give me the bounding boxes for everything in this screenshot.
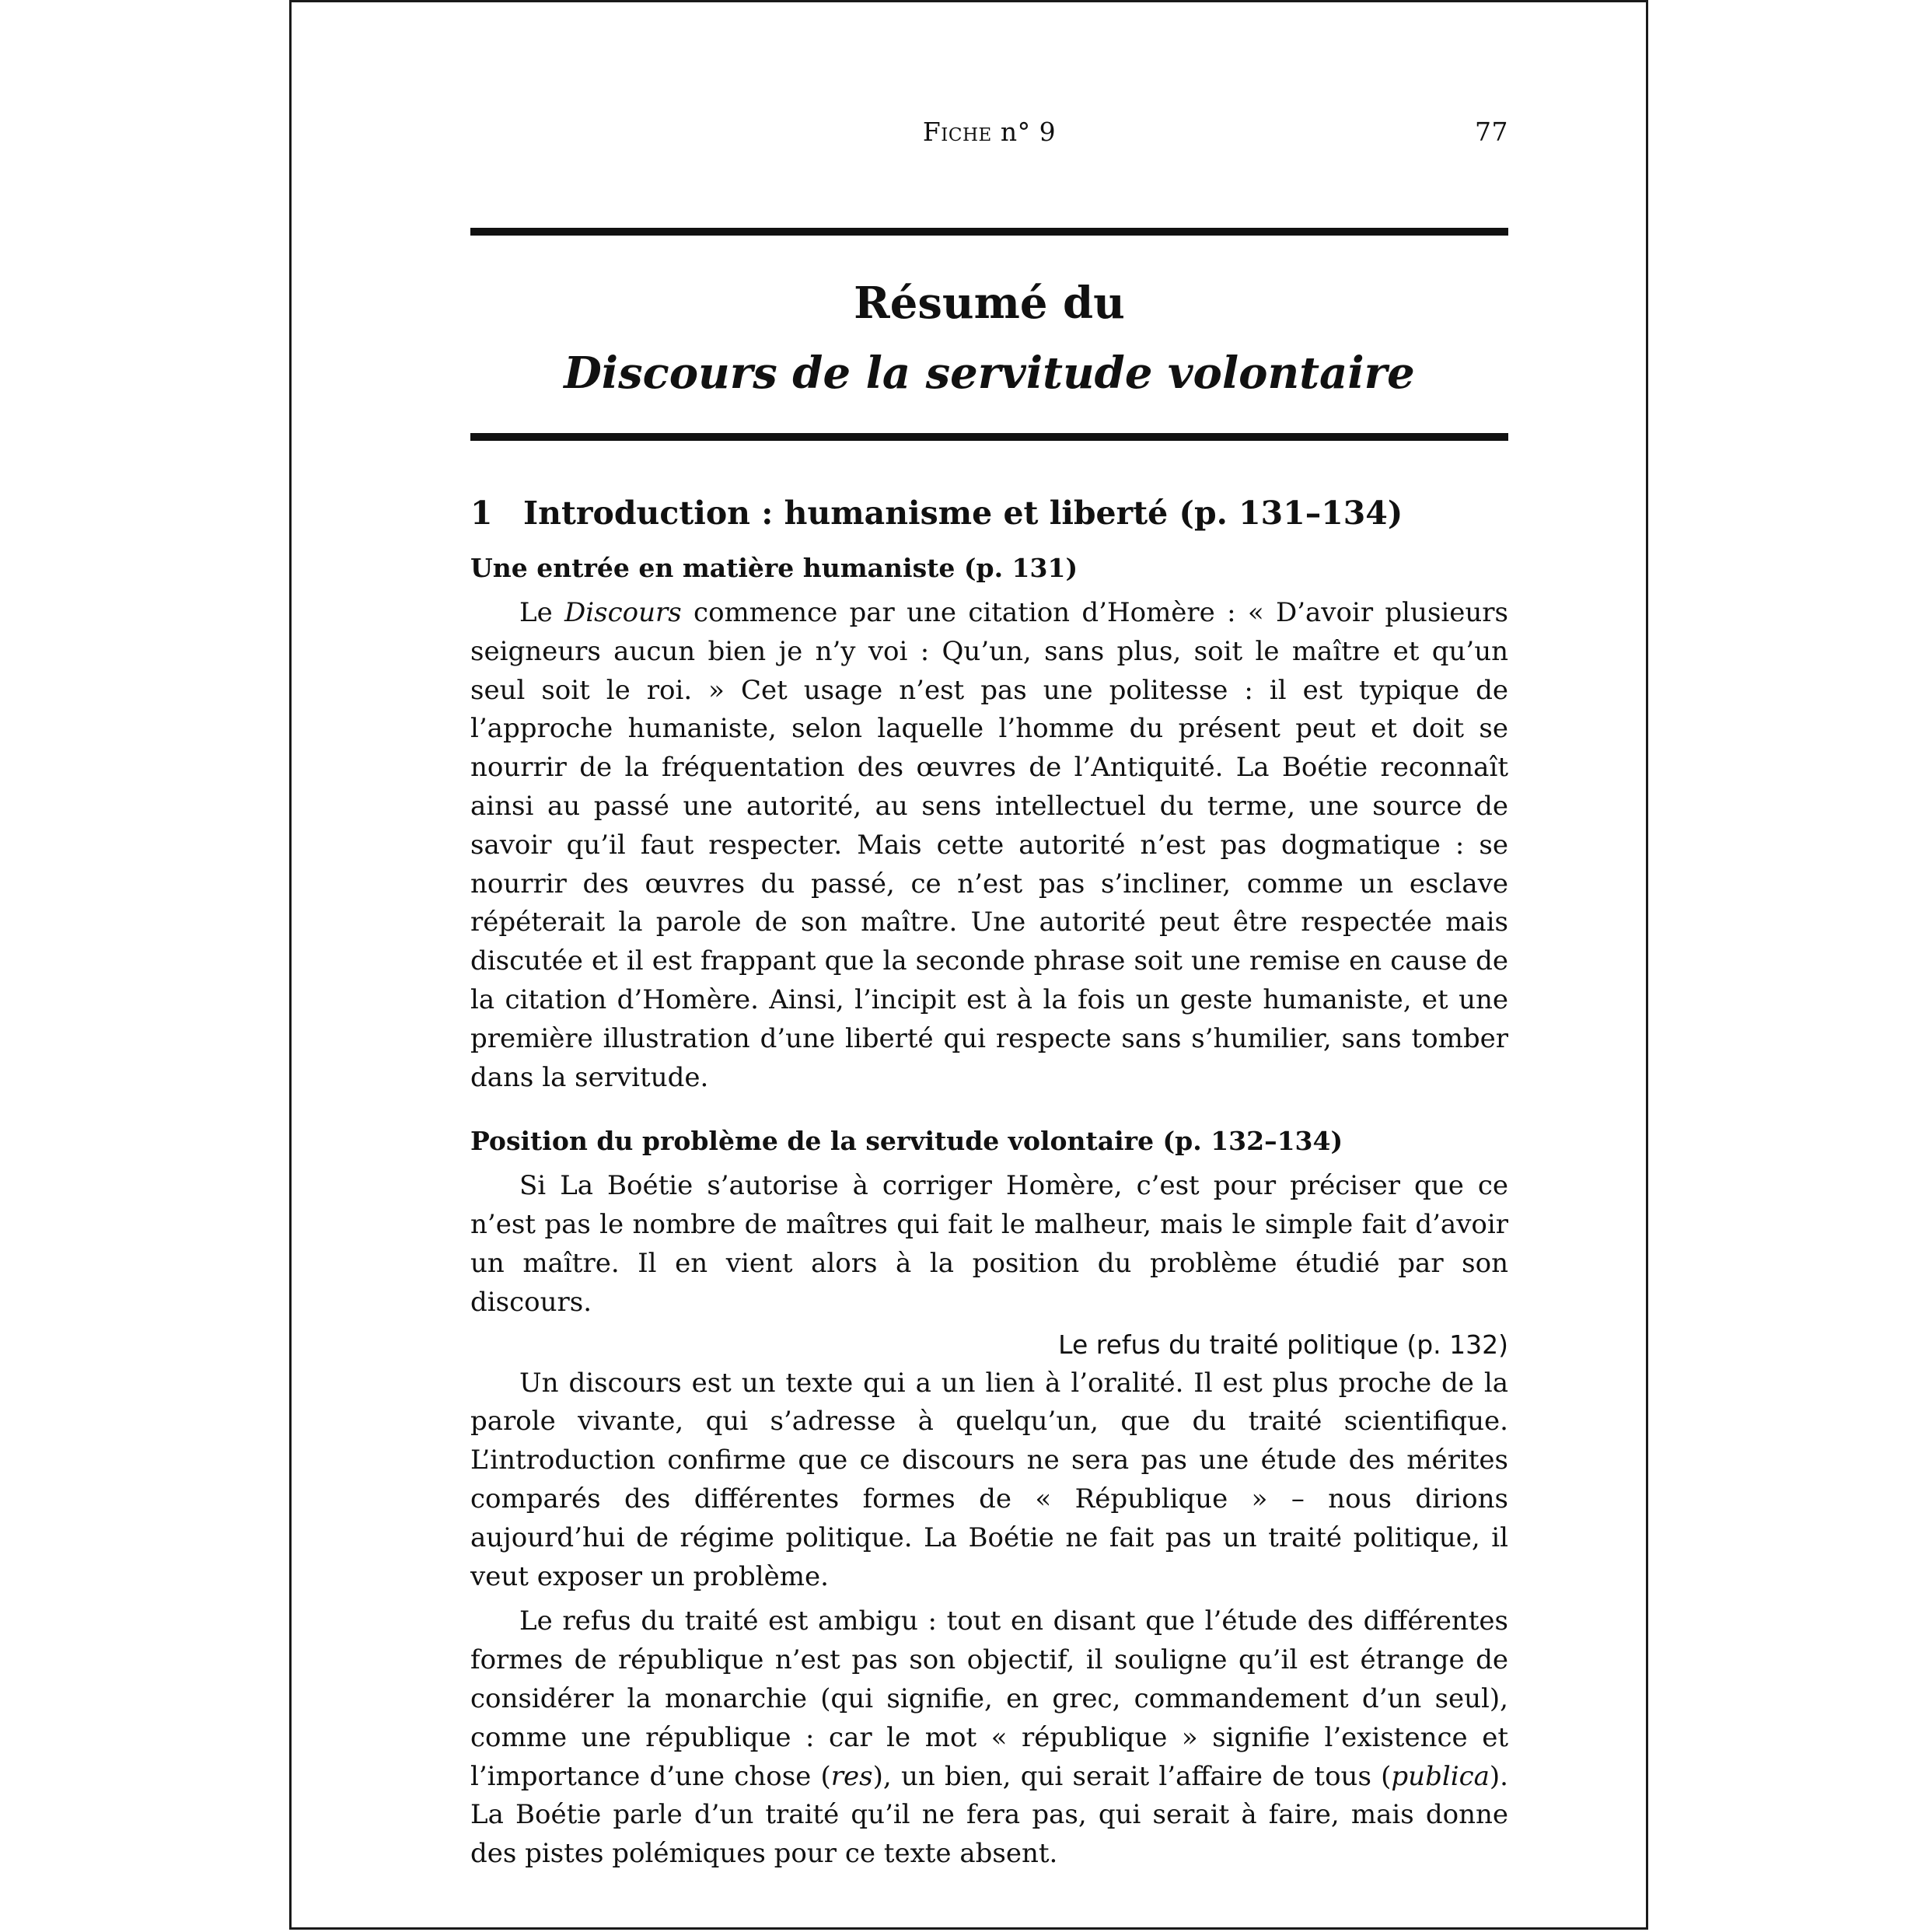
main-content bbox=[470, 482, 1508, 1880]
paragraph-ambigu bbox=[470, 1602, 1508, 1874]
page-number: 77 bbox=[1475, 117, 1508, 147]
running-head-title bbox=[470, 117, 1508, 147]
section-number: 1 bbox=[470, 494, 493, 532]
paragraph-incipit bbox=[470, 594, 1508, 1097]
title-rule-top bbox=[470, 228, 1508, 236]
paragraph-ambigu-publica: publica bbox=[1391, 1760, 1490, 1792]
paragraph-ambigu-c: ). La Boétie parle d’un traité qu’il ne fera pas, qui serait à faire, mais donne des pistes polémiques pour ce texte absent. bbox=[470, 1760, 1508, 1870]
running-head-prefix: Fiche bbox=[922, 117, 992, 147]
subsection-heading-probleme: Position du problème de la servitude volontaire (p. 132–134) bbox=[470, 1126, 1343, 1157]
page-title bbox=[470, 268, 1508, 408]
running-head-suffix: n° 9 bbox=[1000, 117, 1057, 147]
paragraph-ambigu-b: ), un bien, qui serait l’affaire de tous ( bbox=[872, 1760, 1392, 1792]
paragraph-incipit-italic: Discours bbox=[564, 597, 682, 628]
paragraph-incipit-rest: commence par une citation d’Homère : « D’avoir plusieurs seigneurs aucun bien je n’y voi : Qu’un, sans plus, soit le maître et qu’un seul soit le roi. » Cet usage n’est pas une politesse : il est typique de l’approche humaniste, selon laquelle l’homme du présent peut et doit se nourrir de la fréquentation des œuvres de l’Antiquité. La Boétie reconnaît ainsi au passé une autorité, au sens intellectuel du terme, une source de savoir qu’il faut respecter. Mais cette autorité n’est pas dogmatique : se nourrir des œuvres du passé, ce n’est pas s’incliner, comme un esclave répéterait la parole de son maître. Une autorité peut être respectée mais discutée et il est frappant que la seconde phrase soit une remise en cause de la citation d’Homère. Ainsi, l’incipit est à la fois un geste humaniste, et une première illustration d’une liberté qui respecte sans s’humilier, sans tomber dans la servitude. bbox=[470, 597, 1508, 1093]
paragraph-oralite: Un discours est un texte qui a un lien à l’oralité. Il est plus proche de la parole vivante, qui s’adresse à quelqu’un, que du traité scientifique. L’introduction confirme que ce discours ne sera pas une étude des mérites comparés des différentes formes de « République » – nous dirions aujourd’hui de régime politique. La Boétie ne fait pas un traité politique, il veut exposer un problème. bbox=[470, 1367, 1508, 1592]
title-rule-bottom bbox=[470, 433, 1508, 441]
page-title-line2: Discours de la servitude volontaire bbox=[564, 348, 1415, 399]
section-heading bbox=[470, 482, 1508, 544]
paragraph-incipit-start: Le bbox=[519, 597, 565, 628]
paragraph-ambigu-res: res bbox=[830, 1760, 873, 1792]
section-title: Introduction : humanisme et liberté (p. 131–134) bbox=[523, 494, 1403, 532]
paragraph-ambigu-a: Le refus du traité est ambigu : tout en disant que l’étude des différentes formes de république n’est pas son objectif, il souligne qu’il est étrange de considérer la monarchie (qui signifie, en grec, commandement d’un seul), comme une république : car le mot « république » signifie l’existence et l’importance d’une chose ( bbox=[470, 1605, 1508, 1792]
subsection-heading-humaniste: Une entrée en matière humaniste (p. 131) bbox=[470, 553, 1078, 583]
page-title-line1: Résumé du bbox=[854, 278, 1125, 329]
paragraph-homere: Si La Boétie s’autorise à corriger Homère, c’est pour préciser que ce n’est pas le nombre de maîtres qui fait le malheur, mais le simple fait d’avoir un maître. Il en vient alors à la position du problème étudié par son discours. bbox=[470, 1170, 1508, 1318]
margin-label-traite: Le refus du traité politique (p. 132) bbox=[1058, 1329, 1508, 1360]
running-head bbox=[470, 117, 1508, 155]
